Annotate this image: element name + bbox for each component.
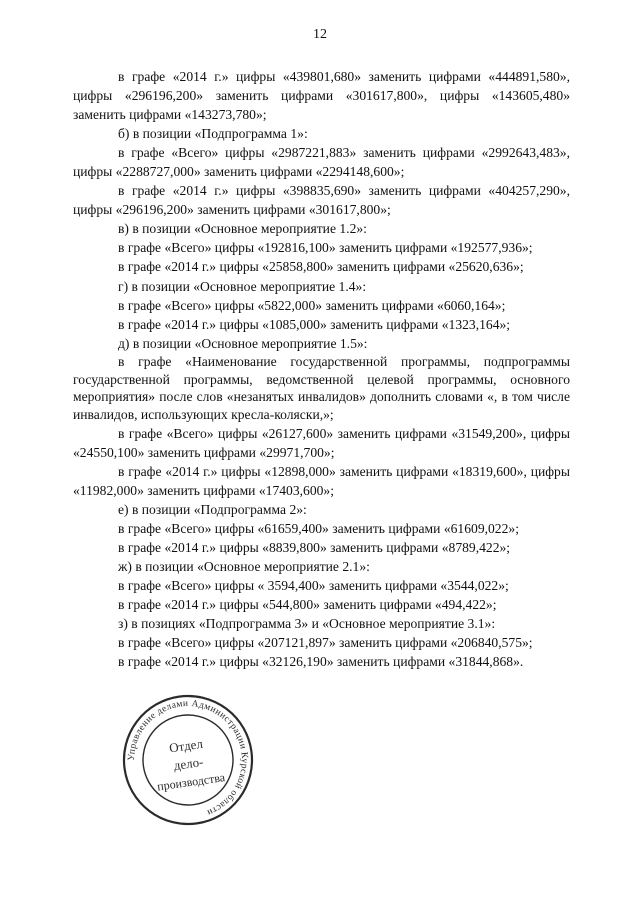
amendment-paragraph: в графе «2014 г.» цифры «439801,680» заменить цифрами «444891,580», цифры «296196,200» заменить цифрами «301617,800», цифры «143605,480» заменить цифрами «143273,780»; xyxy=(73,69,570,123)
amendment-paragraph: в графе «Всего» цифры «5822,000» заменить цифрами «6060,164»; xyxy=(118,297,506,313)
stamp-ring-text: Управление делами Администрации Курской области xyxy=(126,698,250,818)
position-heading: д) в позиции «Основное мероприятие 1.5»: xyxy=(118,335,368,351)
stamp-center-line: Отдел xyxy=(168,735,204,756)
amendment-paragraph: в графе «Всего» цифры «192816,100» заменить цифрами «192577,936»; xyxy=(118,240,533,256)
position-heading: ж) в позиции «Основное мероприятие 2.1»: xyxy=(118,559,370,575)
amendment-paragraph: в графе «Всего» цифры «61659,400» заменить цифрами «61609,022»; xyxy=(118,521,519,537)
amendment-paragraph: в графе «Всего» цифры « 3594,400» заменить цифрами «3544,022»; xyxy=(118,578,509,594)
amendment-paragraph: в графе «Всего» цифры «2987221,883» заменить цифрами «2992643,483», цифры «2288727,000» заменить цифрами «2294148,600»; xyxy=(73,145,570,180)
office-stamp xyxy=(120,692,256,828)
position-heading: б) в позиции «Подпрограмма 1»: xyxy=(118,126,308,142)
amendment-paragraph: в графе «Всего» цифры «207121,897» заменить цифрами «206840,575»; xyxy=(118,635,533,651)
position-heading: в) в позиции «Основное мероприятие 1.2»: xyxy=(118,221,367,237)
amendment-paragraph: в графе «Всего» цифры «26127,600» заменить цифрами «31549,200», цифры «24550,100» заменить цифрами «29971,700»; xyxy=(73,425,570,460)
page-number: 12 xyxy=(313,27,327,42)
amendment-paragraph: в графе «Наименование государственной программы, подпрограммы государственной программы, ведомственной целевой программы, основного мероприятия» после слов «незанятых инвалидов» дополнить словами «, в том числе инвалидов, использующих кресла-коляски,»; xyxy=(73,353,570,423)
amendment-paragraph: в графе «2014 г.» цифры «544,800» заменить цифрами «494,422»; xyxy=(118,597,497,613)
stamp-center-line: дело- xyxy=(172,753,205,773)
amendment-paragraph: в графе «2014 г.» цифры «1085,000» заменить цифрами «1323,164»; xyxy=(118,316,511,332)
amendment-paragraph: в графе «2014 г.» цифры «8839,800» заменить цифрами «8789,422»; xyxy=(118,540,511,556)
stamp-center-line: производства xyxy=(156,770,226,794)
position-heading: е) в позиции «Подпрограмма 2»: xyxy=(118,502,307,518)
amendment-paragraph: в графе «2014 г.» цифры «32126,190» заменить цифрами «31844,868». xyxy=(118,654,524,670)
amendment-paragraph: в графе «2014 г.» цифры «12898,000» заменить цифрами «18319,600», цифры «11982,000» заменить цифрами «17403,600»; xyxy=(73,463,570,499)
amendment-paragraph: в графе «2014 г.» цифры «398835,690» заменить цифрами «404257,290», цифры «296196,200» заменить цифрами «301617,800»; xyxy=(73,183,570,218)
position-heading: з) в позициях «Подпрограмма 3» и «Основное мероприятие 3.1»: xyxy=(118,616,496,632)
amendment-paragraph: в графе «2014 г.» цифры «25858,800» заменить цифрами «25620,636»; xyxy=(118,259,524,275)
position-heading: г) в позиции «Основное мероприятие 1.4»: xyxy=(118,278,367,294)
document-body xyxy=(73,67,570,672)
